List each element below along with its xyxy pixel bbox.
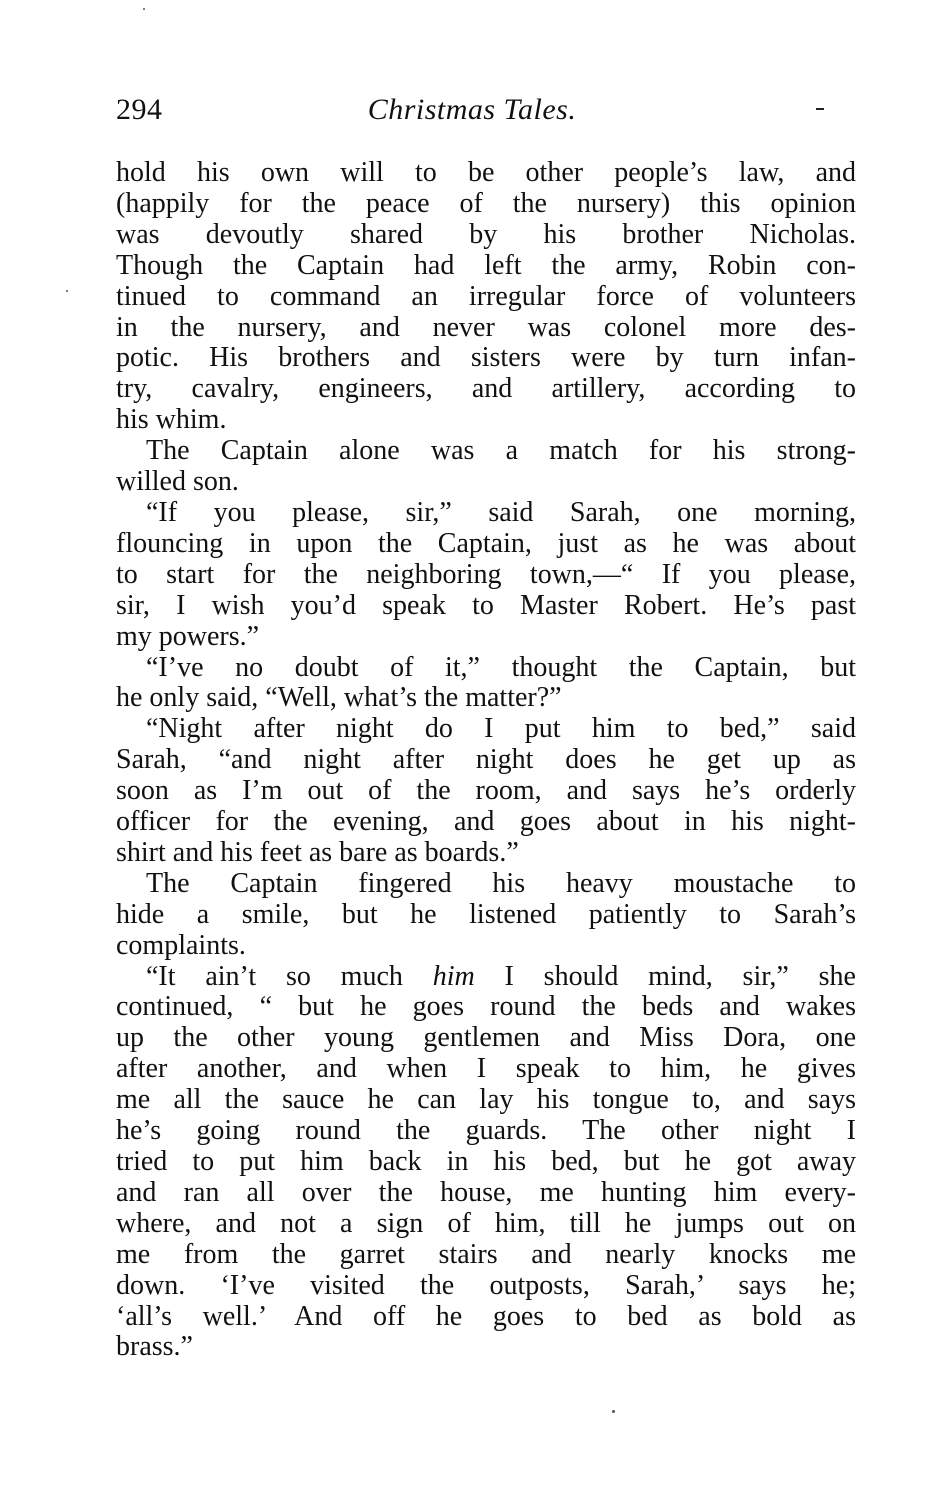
text-line: my powers.” <box>116 620 260 652</box>
print-speck <box>143 8 145 10</box>
text-line: potic. His brothers and sisters were by turn infan- <box>116 342 856 374</box>
text-line: officer for the evening, and goes about in his night- <box>116 806 856 838</box>
text-line: Though the Captain had left the army, Robin con- <box>116 249 856 281</box>
text-line: hide a smile, but he listened patiently to Sarah’s <box>116 898 856 930</box>
text-line: sir, I wish you’d speak to Master Robert. He’s past <box>116 589 856 621</box>
text-line: complaints. <box>116 929 246 961</box>
text-line: “If you please, sir,” said Sarah, one morning, <box>146 496 856 528</box>
text-line: brass.” <box>116 1331 193 1363</box>
running-header <box>116 88 828 132</box>
page-number: 294 <box>116 93 163 126</box>
text-line: he only said, “Well, what’s the matter?” <box>116 682 562 714</box>
paragraph-3 <box>116 498 856 653</box>
text-line: me all the sauce he can lay his tongue to, and says <box>116 1084 856 1116</box>
text-line: (happily for the peace of the nursery) this opinion <box>116 187 856 219</box>
text-line: in the nursery, and never was colonel more des- <box>116 311 856 343</box>
print-speck <box>66 290 68 292</box>
text-fragment: “It ain’t so much <box>146 960 433 992</box>
text-line: and ran all over the house, me hunting him every- <box>116 1176 856 1208</box>
text-line <box>116 962 856 993</box>
text-line: he’s going round the guards. The other night I <box>116 1115 856 1147</box>
text-line: continued, “ but he goes round the beds and wakes <box>116 991 856 1023</box>
text-line: “I’ve no doubt of it,” thought the Captain, but <box>146 651 856 683</box>
header-dash-mark <box>816 108 824 110</box>
italic-emphasis: him <box>432 960 475 992</box>
text-line: his whim. <box>116 404 227 436</box>
print-speck <box>612 1410 615 1413</box>
text-line: soon as I’m out of the room, and says he’s orderly <box>116 775 856 807</box>
text-line: flouncing in upon the Captain, just as he was about <box>116 527 856 559</box>
text-line: up the other young gentlemen and Miss Dora, one <box>116 1022 856 1054</box>
text-line: where, and not a sign of him, till he jumps out on <box>116 1207 856 1239</box>
text-line: shirt and his feet as bare as boards.” <box>116 836 519 868</box>
text-fragment: I should mind, sir,” she <box>474 960 856 992</box>
body-text <box>116 158 856 1363</box>
running-title: Christmas Tales. <box>367 93 577 126</box>
paragraph-5 <box>116 714 856 869</box>
text-line: hold his own will to be other people’s law, and <box>116 157 856 188</box>
text-line: down. ‘I’ve visited the outposts, Sarah,’ says he; <box>116 1269 856 1301</box>
text-line: ‘all’s well.’ And off he goes to bed as bold as <box>116 1300 856 1332</box>
text-line: tinued to command an irregular force of volunteers <box>116 280 856 312</box>
text-line: willed son. <box>116 466 239 498</box>
paragraph-4 <box>116 653 856 715</box>
paragraph-2 <box>116 436 856 498</box>
text-line: “Night after night do I put him to bed,” said <box>146 713 856 745</box>
text-line: tried to put him back in his bed, but he got away <box>116 1146 856 1177</box>
text-line: Sarah, “and night after night does he get up as <box>116 744 856 776</box>
text-line: after another, and when I speak to him, he gives <box>116 1053 856 1085</box>
text-line: The Captain alone was a match for his strong- <box>146 435 856 467</box>
paragraph-7 <box>116 962 856 1364</box>
text-line: to start for the neighboring town,—“ If you please, <box>116 558 856 590</box>
text-line: me from the garret stairs and nearly knocks me <box>116 1238 856 1270</box>
text-line: was devoutly shared by his brother Nicholas. <box>116 218 856 250</box>
text-line: try, cavalry, engineers, and artillery, according to <box>116 373 856 405</box>
text-line: The Captain fingered his heavy moustache to <box>146 867 856 899</box>
paragraph-1 <box>116 158 856 436</box>
paragraph-6 <box>116 869 856 962</box>
